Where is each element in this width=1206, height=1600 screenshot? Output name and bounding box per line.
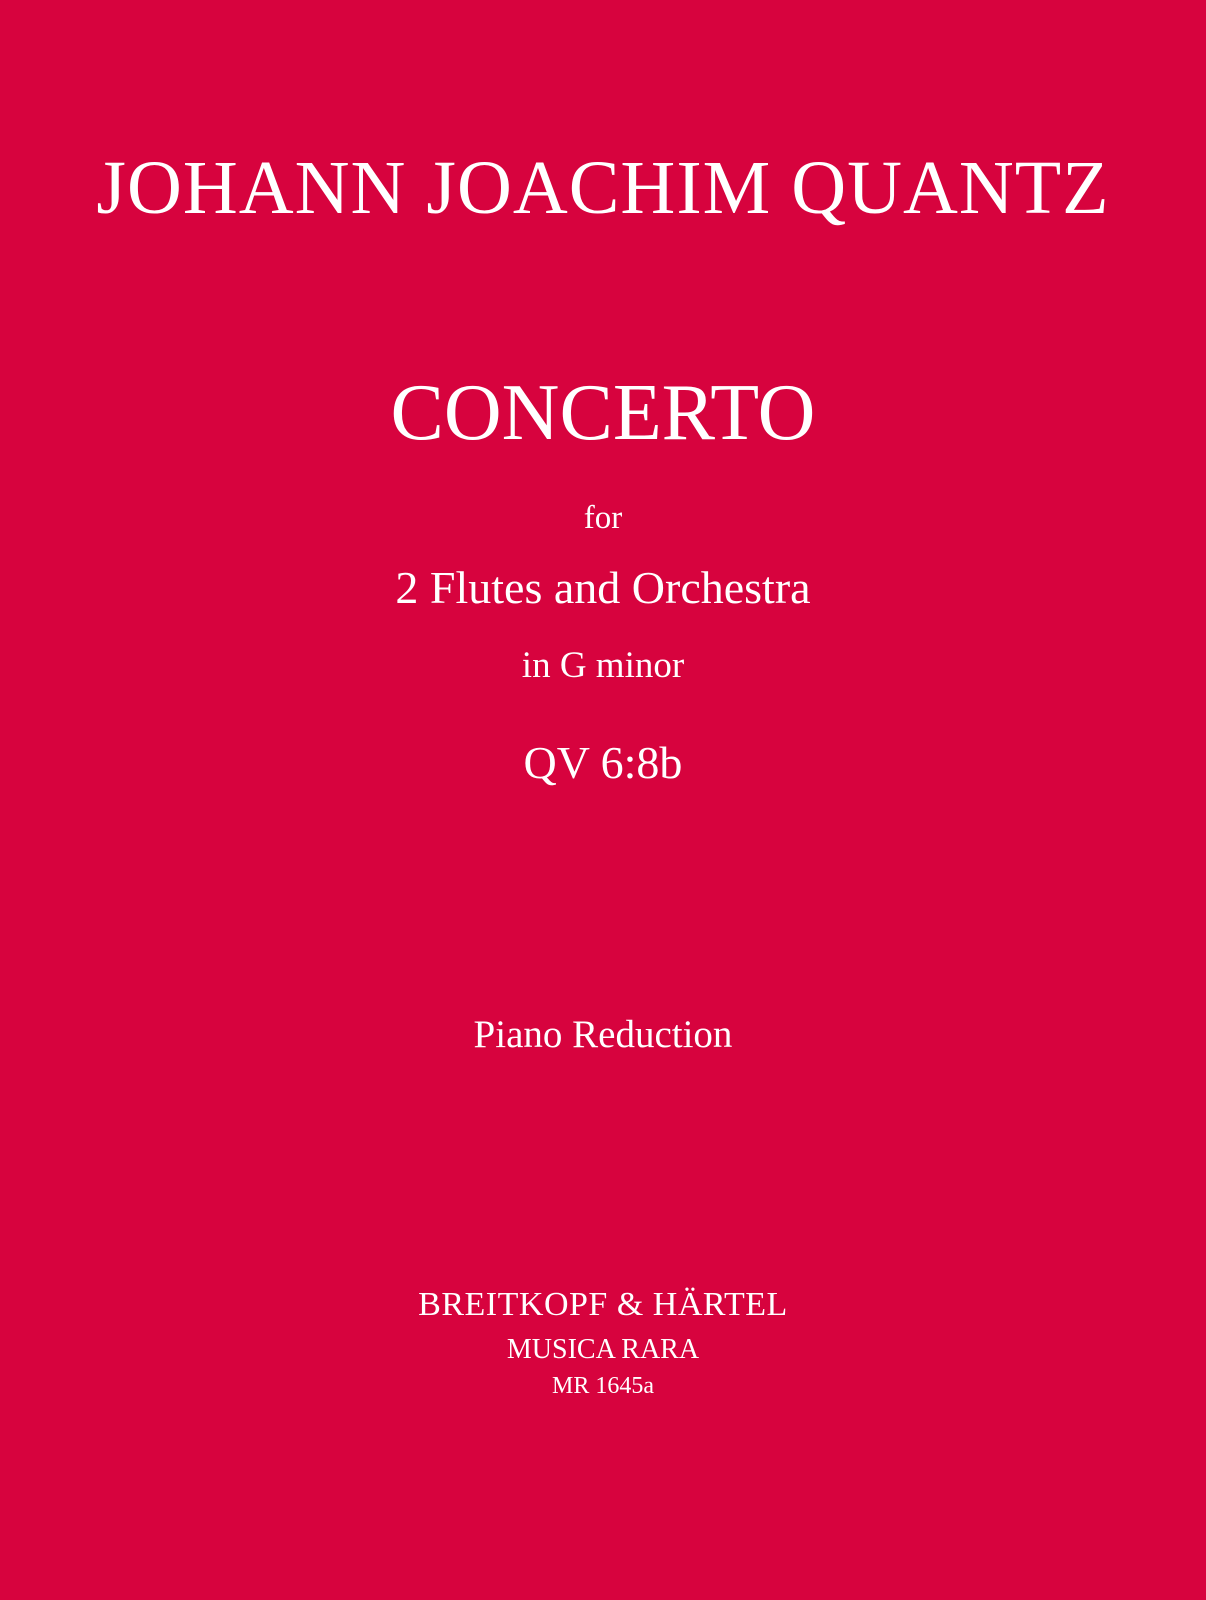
- for-label: for: [583, 500, 623, 536]
- catalog-designation: QV 6:8b: [523, 737, 683, 788]
- key-signature: in G minor: [521, 645, 685, 686]
- instrumentation: 2 Flutes and Orchestra: [395, 562, 811, 613]
- composer-name: JOHANN JOACHIM QUANTZ: [96, 146, 1110, 230]
- catalog-number: MR 1645a: [552, 1373, 654, 1399]
- publisher-name: BREITKOPF & HÄRTEL: [418, 1286, 788, 1323]
- work-title: CONCERTO: [390, 369, 816, 457]
- publisher-imprint: MUSICA RARA: [506, 1334, 700, 1365]
- edition-type: Piano Reduction: [473, 1013, 733, 1056]
